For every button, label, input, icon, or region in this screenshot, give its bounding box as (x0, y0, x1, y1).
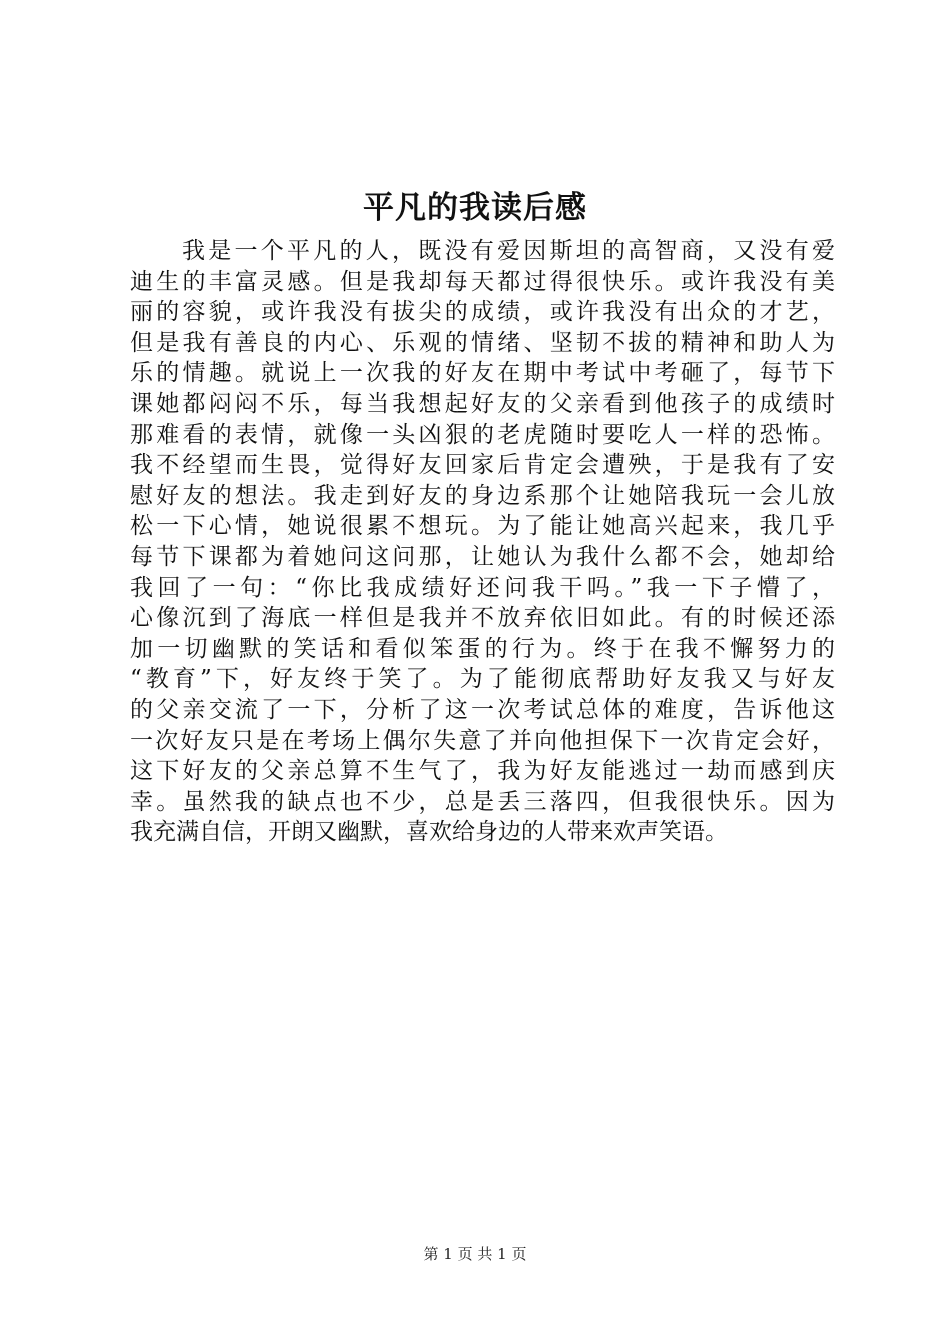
paragraph-line: 加一切幽默的笑话和看似笨蛋的行为。终于在我不懈努力的 (130, 635, 835, 662)
paragraph-line: 课她都闷闷不乐，每当我想起好友的父亲看到他孩子的成绩时 (130, 390, 835, 417)
paragraph-line: 一次好友只是在考场上偶尔失意了并向他担保下一次肯定会好， (130, 727, 835, 754)
paragraph-line: 乐的情趣。就说上一次我的好友在期中考试中考砸了，每节下 (130, 360, 835, 387)
page-footer: 第 1 页 共 1 页 (423, 1245, 527, 1263)
paragraph-line: 但是我有善良的内心、乐观的情绪、坚韧不拔的精神和助人为 (130, 329, 835, 356)
paragraph-line: 心像沉到了海底一样但是我并不放弃依旧如此。有的时候还添 (130, 605, 835, 632)
paragraph-line: 我不经望而生畏，觉得好友回家后肯定会遭殃，于是我有了安 (130, 452, 835, 479)
body-paragraph (130, 236, 835, 848)
paragraph-line: “教育”下，好友终于笑了。为了能彻底帮助好友我又与好友 (130, 666, 835, 693)
document-title: 平凡的我读后感 (363, 190, 587, 226)
paragraph-line: 这下好友的父亲总算不生气了，我为好友能逃过一劫而感到庆 (130, 758, 835, 785)
paragraph-line: 的父亲交流了一下，分析了这一次考试总体的难度，告诉他这 (130, 696, 835, 723)
paragraph-line: 幸。虽然我的缺点也不少，总是丢三落四，但我很快乐。因为 (130, 788, 835, 815)
paragraph-line: 我回了一句：“你比我成绩好还问我干吗。”我一下子懵了， (130, 574, 835, 601)
paragraph-line: 我充满自信，开朗又幽默，喜欢给身边的人带来欢声笑语。 (130, 819, 728, 846)
paragraph-line: 每节下课都为着她问这问那，让她认为我什么都不会，她却给 (130, 543, 835, 570)
paragraph-line: 松一下心情，她说很累不想玩。为了能让她高兴起来，我几乎 (130, 513, 835, 540)
paragraph-line: 迪生的丰富灵感。但是我却每天都过得很快乐。或许我没有美 (130, 268, 835, 295)
paragraph-line: 丽的容貌，或许我没有拔尖的成绩，或许我没有出众的才艺， (130, 299, 835, 326)
paragraph-line: 我是一个平凡的人，既没有爱因斯坦的高智商，又没有爱 (182, 238, 835, 264)
paragraph-line: 慰好友的想法。我走到好友的身边系那个让她陪我玩一会儿放 (130, 482, 835, 509)
paragraph-line: 那难看的表情，就像一头凶狠的老虎随时要吃人一样的恐怖。 (130, 421, 835, 448)
